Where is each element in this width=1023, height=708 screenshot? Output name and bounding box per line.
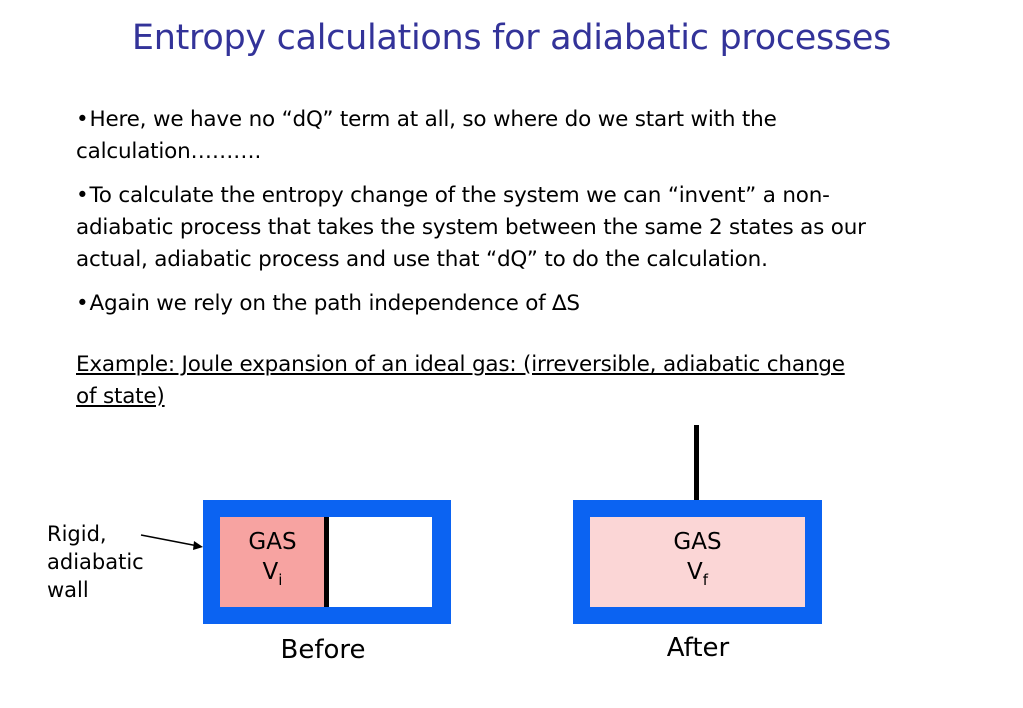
slide-title: Entropy calculations for adiabatic processes [131, 18, 892, 58]
after-gas-label [590, 527, 805, 587]
after-chamber [590, 517, 805, 607]
partition [324, 517, 329, 607]
before-container [203, 500, 451, 624]
bullet-text: To calculate the entropy change of the system we can “invent” a non-adiabatic process that takes the system between the same 2 states as our actual, adiabatic process and use that “dQ” to do the calculation. [76, 183, 866, 272]
before-gas-region [220, 517, 325, 607]
volume-label: $V_i$ [262, 559, 283, 589]
bullet-marker: • [76, 291, 89, 316]
bullet-text: Again we rely on the path independence of ∆S [89, 291, 580, 316]
bullet-item [76, 288, 916, 320]
bullet-marker: • [76, 107, 89, 132]
before-gas-label [220, 527, 325, 587]
bullet-marker: • [76, 183, 89, 208]
after-caption: After [666, 633, 730, 663]
volume-label: $V_f$ [686, 559, 708, 589]
bullet-item [76, 180, 916, 276]
gas-label: GAS [673, 529, 722, 555]
bullet-text: Here, we have no “dQ” term at all, so where do we start with the calculation………. [76, 107, 777, 164]
before-caption: Before [280, 635, 366, 665]
gas-label: GAS [248, 529, 297, 555]
wall-label: Rigid, adiabatic wall [47, 522, 144, 602]
before-chamber [220, 517, 432, 607]
after-container [573, 500, 822, 624]
example-heading: Example: Joule expansion of an ideal gas: (irreversible, adiabatic change of state) [76, 352, 845, 409]
bullet-list [76, 104, 916, 332]
pointer-arrow-icon [140, 530, 205, 552]
bullet-item [76, 104, 916, 168]
